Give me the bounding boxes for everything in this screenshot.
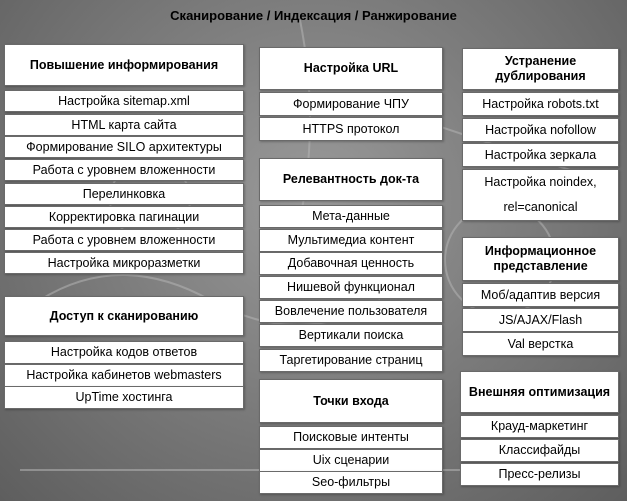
group-item: Мультимедиа контент — [259, 229, 443, 252]
group-header: Внешняя оптимизация — [460, 371, 619, 413]
group-item: Мета-данные — [259, 205, 443, 228]
group-item: Вовлечение пользователя — [259, 300, 443, 323]
group-item: Настройка nofollow — [462, 118, 619, 142]
group-item: Настройка кабинетов webmasters — [4, 364, 244, 387]
group-item: Работа с уровнем вложенности — [4, 159, 244, 181]
group-header: Релевантность док-та — [259, 158, 443, 201]
group-item: Настройка noindex, rel=canonical — [462, 169, 619, 221]
group-header: Информационное представление — [462, 237, 619, 281]
group-item: Uix сценарии — [259, 449, 443, 472]
group-item: Корректировка пагинации — [4, 206, 244, 228]
group-item: Пресс-релизы — [460, 463, 619, 486]
group-item: UpTime хостинга — [4, 386, 244, 409]
group-item: HTTPS протокол — [259, 117, 443, 141]
group-item: Работа с уровнем вложенности — [4, 229, 244, 251]
group-entry-points — [259, 0, 443, 501]
group-item: Настройка микроразметки — [4, 252, 244, 274]
group-external-optimization — [460, 0, 619, 501]
group-item: Настройка зеркала — [462, 143, 619, 167]
group-item: Настройка robots.txt — [462, 92, 619, 116]
group-item: Моб/адаптив версия — [462, 283, 619, 307]
group-item: Поисковые интенты — [259, 426, 443, 449]
group-item: JS/AJAX/Flash — [462, 308, 619, 332]
group-header: Повышение информирования — [4, 44, 244, 86]
group-item: Настройка sitemap.xml — [4, 90, 244, 112]
group-item: Перелинковка — [4, 183, 244, 205]
group-item: Нишевой функционал — [259, 276, 443, 299]
group-item: HTML карта сайта — [4, 114, 244, 136]
group-header: Доступ к сканированию — [4, 296, 244, 336]
group-header: Настройка URL — [259, 47, 443, 90]
group-item: Val верстка — [462, 332, 619, 356]
group-item: Таргетирование страниц — [259, 349, 443, 372]
group-crawl-access — [4, 0, 244, 501]
group-item: Формирование SILO архитектуры — [4, 136, 244, 158]
group-item: Вертикали поиска — [259, 324, 443, 347]
group-item: Добавочная ценность — [259, 252, 443, 275]
group-item: Настройка кодов ответов — [4, 341, 244, 364]
group-item: Классифайды — [460, 439, 619, 462]
group-item: Крауд-маркетинг — [460, 415, 619, 438]
group-header: Устранение дублирования — [462, 48, 619, 90]
diagram-title: Сканирование / Индексация / Ранжирование — [170, 8, 457, 23]
group-item: Seo-фильтры — [259, 471, 443, 494]
group-item: Формирование ЧПУ — [259, 92, 443, 116]
group-header: Точки входа — [259, 379, 443, 423]
